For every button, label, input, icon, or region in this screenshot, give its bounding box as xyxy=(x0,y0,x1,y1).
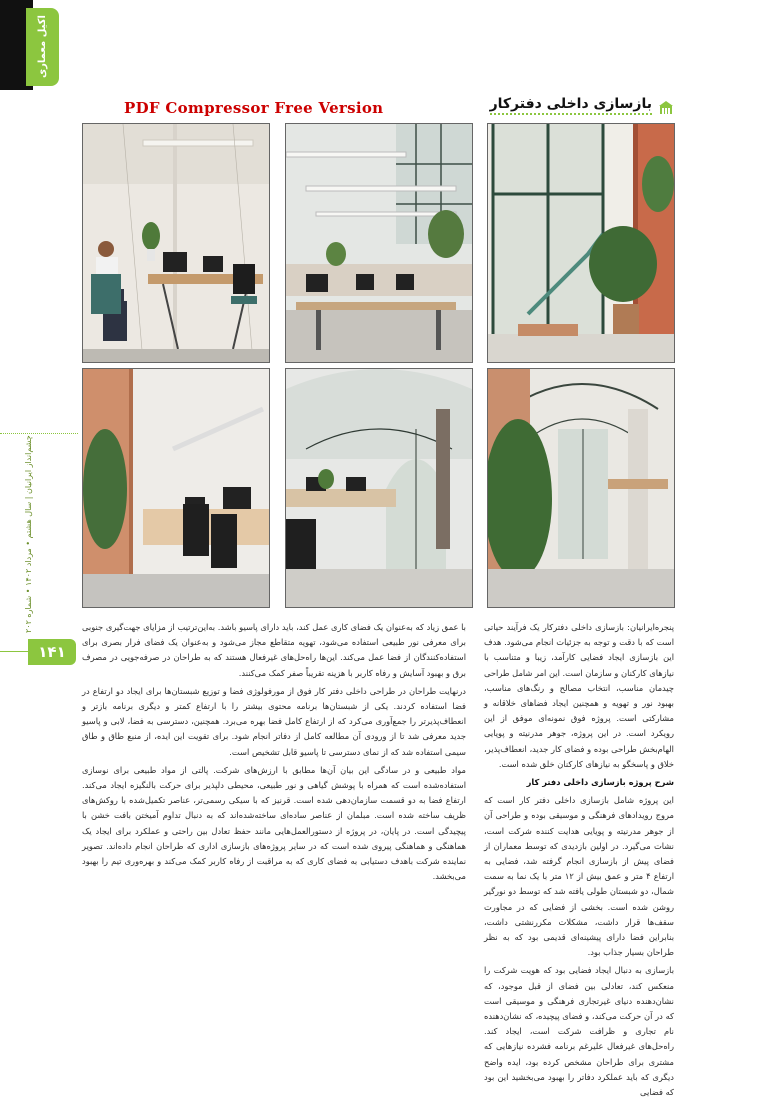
article-paragraph: با عمق زیاد که به‌عنوان یک فضای کاری عمل کند، باید دارای پاسیو باشد. به‌این‌ترتیب از مزایای جهت‌گیری جنوبی برای معرفی نور طبیعی استفاده می‌شود، تهویه متقاطع مجاز می‌شود و به‌عنوان یک فضای فرار بصری برای استفاده‌کنندگان از فضا عمل می‌کند. این‌ها راه‌حل‌های غیرفعال هستند که به طراحان در صرفه‌جویی در مصرف برق و بهبود آسایش و رفاه کاربر با هزینه تقریباً صفر کمک می‌کنند. xyxy=(82,622,466,678)
photo-desk-worker xyxy=(82,123,270,363)
article-column-right xyxy=(484,620,674,1103)
article-subheading: شرح پروژه بازسازی داخلی دفتر کار xyxy=(526,777,674,788)
building-icon xyxy=(658,99,674,113)
section-title: بازسازی داخلی دفترکار xyxy=(490,96,652,115)
article-paragraph: مواد طبیعی و در سادگی این بیان آن‌ها مطابق با ارزش‌های شرکت. پالتی از مواد طبیعی برای نوسازی استفاده‌شده است که همراه با پوشش گیاهی و نور طبیعی، محیطی دلپذیر برای حرکت بالنگیزه ایجاد می‌کند. ارتفاع فضا به دو قسمت سازمان‌دهی شده است. قرنیز که با سیکی رسمی‌تر، عناصر تکمیل‌شده با روکش‌های ظریف ساخته شده است. مبلمان از عناصر ساده‌ای ساخته‌شده‌اند که به دنبال تداوم آمیختن بافت خشن با پیچیدگی است. در پایان، در پروژه از دستورالعمل‌هایی مانند حفظ تعادل بین راحتی و عملکرد برای ایجاد یک هماهنگی و هماهنگی پیروی شده است که در سایر پروژه‌های بازسازی اداری که طراحان انجام داده‌اند. تصویر نماینده شرکت باهدف دستیابی به فضای کاری که به مراقبت از رفاه کاربر کمک می‌کند و بهره‌وری تیم را بهبود می‌بخشد. xyxy=(82,764,466,882)
article-paragraph: درنهایت طراحان در طراحی داخلی دفتر کار فوق از مورفولوژی فضا و توزیع شبستان‌ها برای ایجاد دو ارتفاع در فضا استفاده کردند. یکی از شبستان‌ها برنامه محتوی بیشتر را با ارتفاع کمتر و دیگری برنامه بازتر و انعطاف‌پذیرتر را جمع‌آوری می‌کرد که از ارتفاع کامل فضا بهره می‌برد. همچنین، دسترسی به فضا، لابی و پاسیو جدید معرفی شد تا از ورودی آن مطالعه کامل از دفاتر انجام شود. برای تقویت این ایده، از منبع طاق و طاق سیمی استفاده شد که از نمای دسترسی تا پاسیو قابل تشخیص است. xyxy=(82,685,466,757)
photo-office-overview xyxy=(285,123,473,363)
category-tab-label: اکیل معماری xyxy=(37,15,48,79)
magazine-meta: چشم‌انداز ایرانیان | سال هشتم • مرداد ۱۴۰۲ • شماره ۲۰۲ xyxy=(24,435,33,633)
article-paragraph: این پروژه شامل بازسازی داخلی دفتر کار است که مروج رویدادهای فرهنگی و موسیقی بوده و طراحی آن از جوهر مدرنیته و پویایی هدایت کننده شرکت است، نشات می‌گیرد. در اولین بازدیدی که توسط معماران از فضای پیش از بازسازی انجام گرفته شد، فضایی به ارتفاع ۴ متر و عمق بیش از ۱۲ متر با یک نما به سمت شمال، دو شبستان طولی یافته شد که توسط دو نورگیر روشن شده است. بخشی از فضایی که در مجاورت سقف‌ها قرار داشت، مشکلات مکررنشتی داشت، بنابراین فضا دارای پیشینه‌ای قدیمی بود که به نظر طراحان بسیار جذاب بود. xyxy=(484,795,674,958)
article-paragraph: پنجره‌ایرانیان: بازسازی داخلی دفترکار یک فرآیند حیاتی است که با دقت و توجه به جزئیات انجام می‌شود. هدف این بازسازی ایجاد فضایی کارآمد، زیبا و متناسب با نیازهای کارکنان و سازمان است. این امر شامل طراحی چیدمان مناسب، انتخاب مصالح و رنگ‌های مناسب، بهبود نور و تهویه و همچنین ایجاد فضاهای خلاقانه و مشارکتی است. پروژه فوق نمونه‌ای موفق از این رویکرد است. در این پروژه، جوهر مدرنیته و پویایی الهام‌بخش طراحی بوده و فضای کار جدید، انعطاف‌پذیر، خلاق و پاسخگو به نیازهای کارکنان خلق شده است. xyxy=(484,622,674,769)
photo-long-hall xyxy=(285,368,473,608)
photo-arched-entry xyxy=(487,368,675,608)
article-paragraph: بازسازی به دنبال ایجاد فضایی بود که هویت شرکت را منعکس کند، تعادلی بین فضای از قبل موجود، که نشان‌دهنده دنیای غیرتجاری فرهنگی و موسیقی است که در آن حرکت می‌کند، و فضای پیچیده، که نشان‌دهنده نام تجاری و ظرافت شرکت است، ایجاد کند. راه‌حل‌های غیرفعال علیرغم برنامه فشرده نیازهایی که مشتری برای طراحان مشخص کرده بود، ایده واضح دیگری که باید عملکرد دفاتر را بهبود می‌بخشید این بود که فضایی xyxy=(484,965,674,1098)
page-number-rule xyxy=(0,651,28,652)
photo-courtyard-stairs xyxy=(487,123,675,363)
article-column-left xyxy=(82,620,466,887)
watermark: PDF Compressor Free Version xyxy=(124,99,384,117)
side-dotted-divider xyxy=(0,433,78,434)
page-number: ۱۴۱ xyxy=(28,639,76,665)
category-tab xyxy=(26,8,59,86)
photo-wood-workstation xyxy=(82,368,270,608)
section-header xyxy=(490,96,674,115)
